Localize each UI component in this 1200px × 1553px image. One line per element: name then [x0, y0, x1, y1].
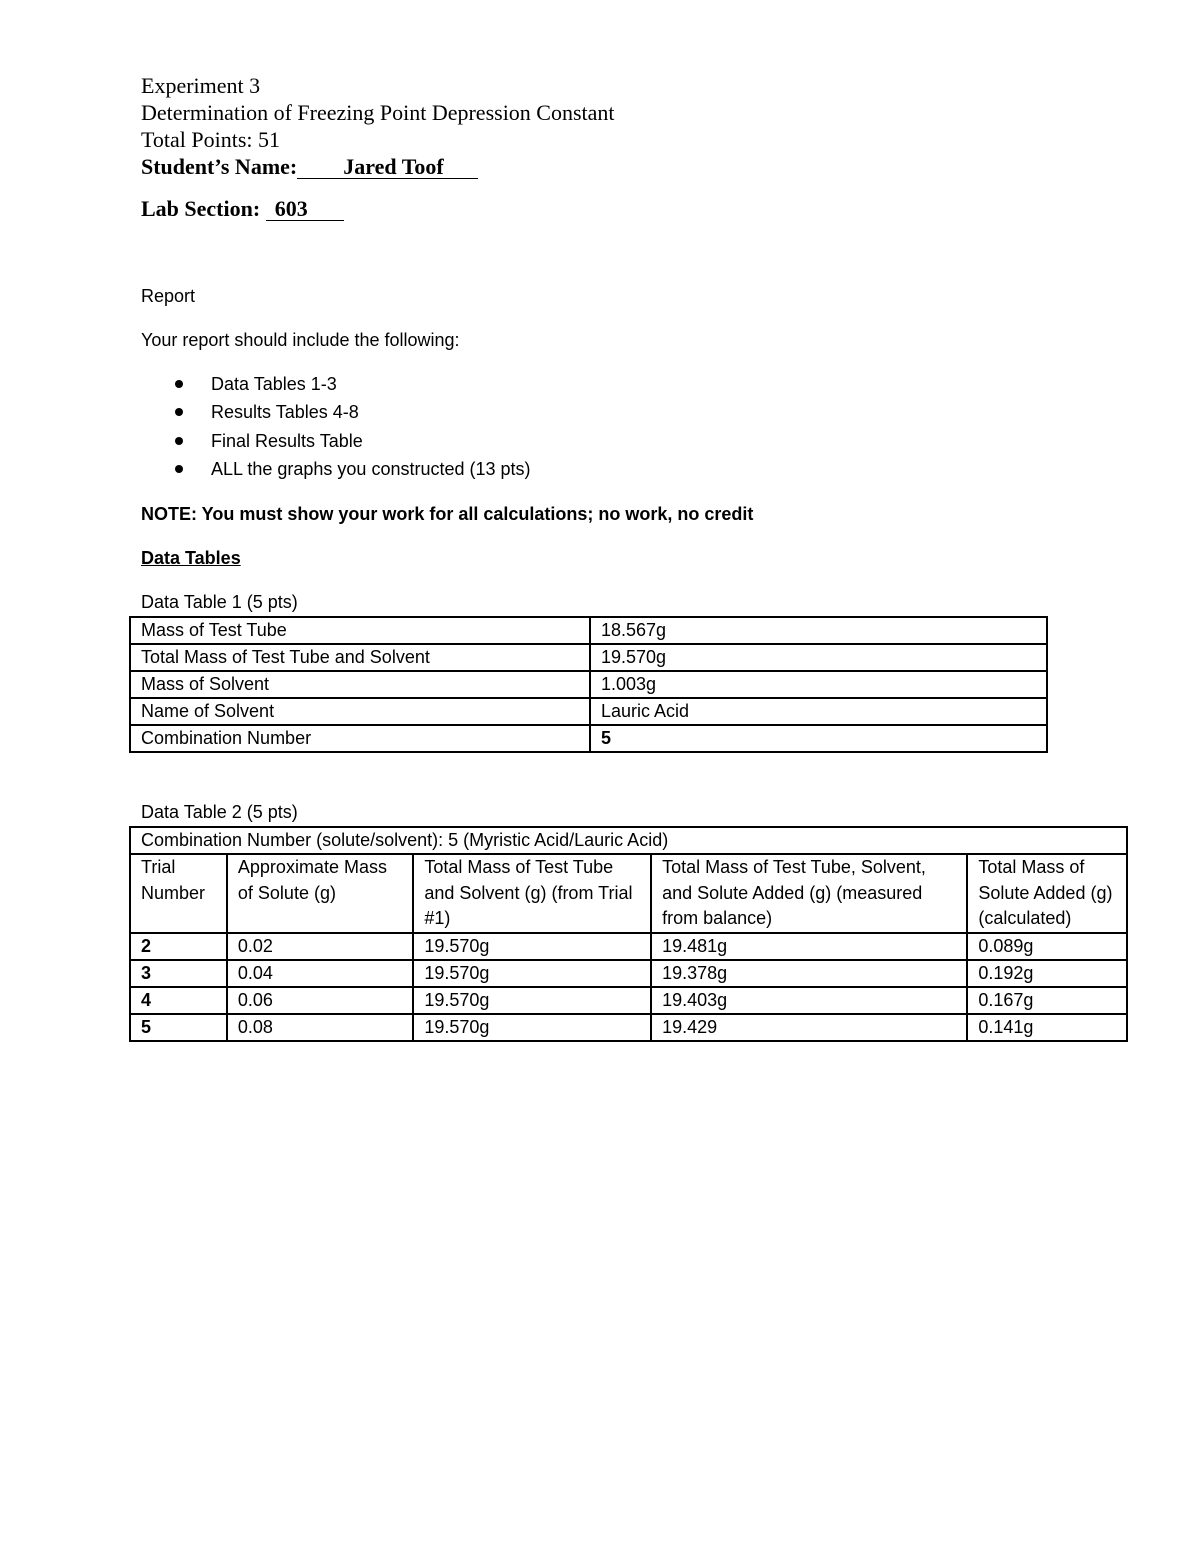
list-item: ALL the graphs you constructed (13 pts) [141, 458, 531, 486]
table-cell: 19.570g [413, 960, 651, 987]
table-row [130, 698, 1047, 725]
student-name-text: Jared Toof [343, 154, 444, 179]
table1-caption: Data Table 1 (5 pts) [141, 592, 298, 612]
table-cell: 19.570g [413, 987, 651, 1014]
column-header: Trial Number [130, 854, 227, 933]
table2-caption: Data Table 2 (5 pts) [141, 802, 298, 822]
table-row [130, 933, 1127, 960]
table-cell: 2 [130, 933, 227, 960]
table-row [130, 1014, 1127, 1041]
table-cell: 18.567g [590, 617, 1047, 644]
table-cell: 4 [130, 987, 227, 1014]
table-cell: Mass of Solvent [130, 671, 590, 698]
table-row [130, 671, 1047, 698]
table-cell: 0.167g [967, 987, 1127, 1014]
bullet-icon [175, 437, 183, 445]
table-cell: 19.429 [651, 1014, 967, 1041]
table-cell: 19.570g [413, 1014, 651, 1041]
table-cell: Name of Solvent [130, 698, 590, 725]
table-cell: Mass of Test Tube [130, 617, 590, 644]
data-table-1 [129, 616, 1048, 753]
report-heading: Report [141, 286, 196, 306]
total-points: Total Points: 51 [141, 127, 281, 152]
list-item: Data Tables 1-3 [141, 373, 531, 401]
table-row [130, 960, 1127, 987]
table-cell: 5 [130, 1014, 227, 1041]
table-row [130, 644, 1047, 671]
report-intro: Your report should include the following: [141, 330, 460, 350]
table-row [130, 987, 1127, 1014]
table-row [130, 827, 1127, 854]
table-cell: 19.481g [651, 933, 967, 960]
experiment-title: Determination of Freezing Point Depression Constant [141, 100, 615, 125]
table-cell: 5 [590, 725, 1047, 752]
table-cell: 0.08 [227, 1014, 413, 1041]
table-cell: 0.02 [227, 933, 413, 960]
table-cell: 1.003g [590, 671, 1047, 698]
column-header: Total Mass of Solute Added (g) (calculated) [967, 854, 1127, 933]
table-cell: 0.06 [227, 987, 413, 1014]
table-cell: 19.378g [651, 960, 967, 987]
table-cell: 19.570g [413, 933, 651, 960]
table-cell: 3 [130, 960, 227, 987]
table-cell: 0.192g [967, 960, 1127, 987]
data-table-2 [129, 826, 1128, 1042]
combination-cell: Combination Number (solute/solvent): 5 (Myristic Acid/Lauric Acid) [130, 827, 1127, 854]
lab-section-value [266, 198, 344, 221]
table-cell: Combination Number [130, 725, 590, 752]
table-header-row [130, 854, 1127, 933]
student-name-label: Student’s Name: [141, 154, 298, 179]
lab-section-text: 603 [274, 196, 308, 221]
student-name-line [141, 153, 478, 180]
list-item: Results Tables 4-8 [141, 401, 531, 429]
column-header: Total Mass of Test Tube, Solvent, and Solute Added (g) (measured from balance) [651, 854, 967, 933]
bullet-icon [175, 408, 183, 416]
lab-section-label: Lab Section: [141, 196, 261, 221]
column-header: Total Mass of Test Tube and Solvent (g) (from Trial #1) [413, 854, 651, 933]
bullet-icon [175, 380, 183, 388]
table-row [130, 725, 1047, 752]
table-cell: 0.141g [967, 1014, 1127, 1041]
work-note: NOTE: You must show your work for all calculations; no work, no credit [141, 504, 754, 524]
table-cell: 0.04 [227, 960, 413, 987]
list-item: Final Results Table [141, 430, 531, 458]
table-cell: 19.403g [651, 987, 967, 1014]
table-cell: Lauric Acid [590, 698, 1047, 725]
bullet-icon [175, 465, 183, 473]
student-name-value [297, 156, 477, 179]
data-tables-heading: Data Tables [141, 548, 241, 568]
experiment-number: Experiment 3 [141, 73, 261, 98]
table-cell: Total Mass of Test Tube and Solvent [130, 644, 590, 671]
report-items-list [141, 373, 531, 486]
column-header: Approximate Mass of Solute (g) [227, 854, 413, 933]
table-row [130, 617, 1047, 644]
table-cell: 19.570g [590, 644, 1047, 671]
lab-section-line [141, 195, 344, 222]
table-cell: 0.089g [967, 933, 1127, 960]
